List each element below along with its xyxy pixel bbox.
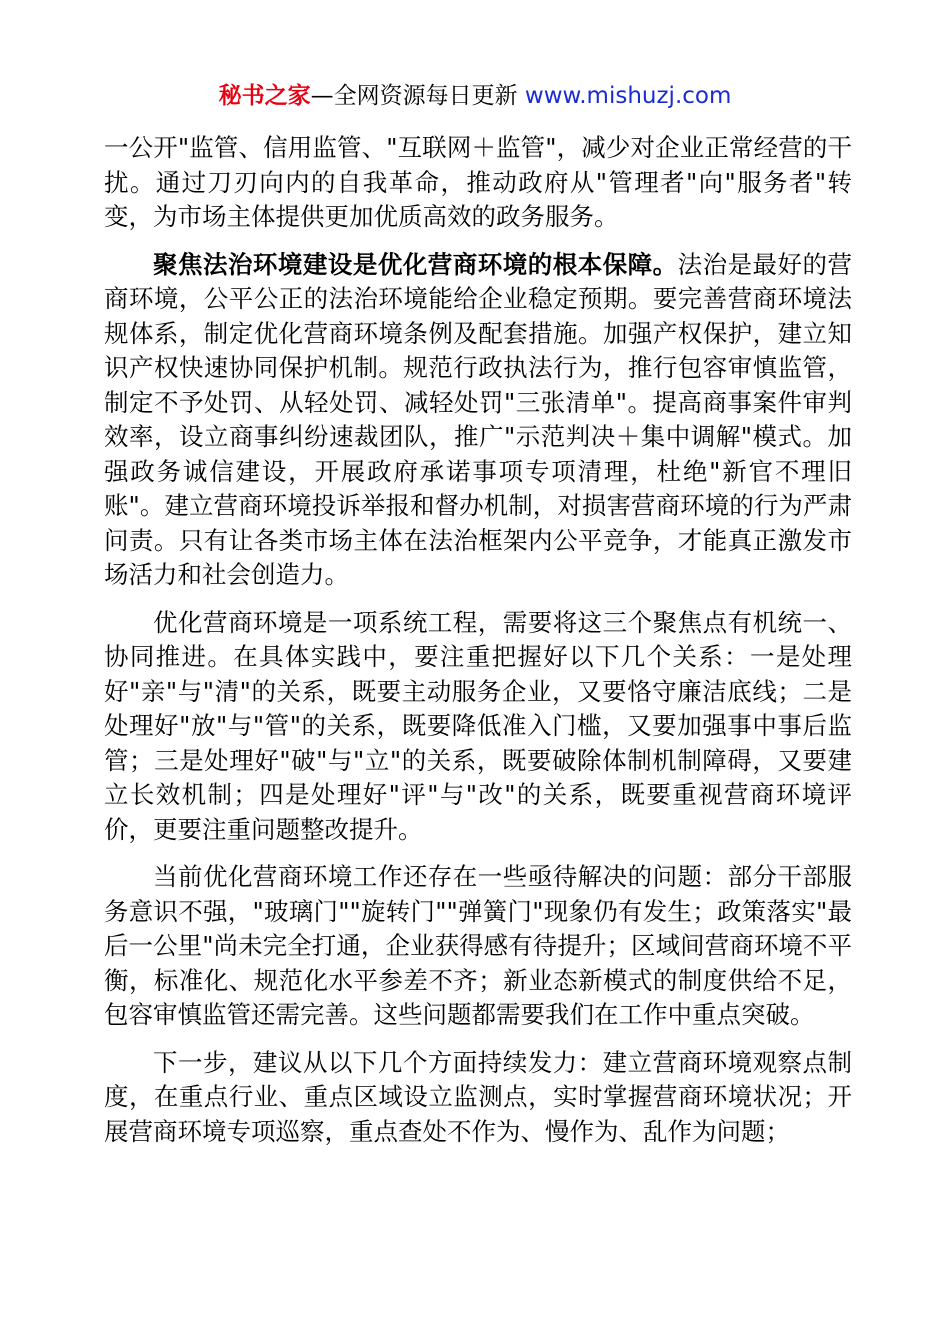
site-tagline: —全网资源每日更新 [310, 83, 525, 109]
site-brand: 秘书之家 [218, 83, 311, 109]
paragraph-2-lead: 聚焦法治环境建设是优化营商环境的根本保障。 [153, 249, 678, 279]
paragraph-2-text: 法治是最好的营商环境，公平公正的法治环境能给企业稳定预期。要完善营商环境法规体系，制定优化营商环境条例及配套措施。加强产权保护，建立知识产权快速协同保护机制。规范行政执法行为，推行包容审慎监管，制定不予处罚、从轻处罚、减轻处罚"三张清单"。提高商事案件审判效率，设立商事纠纷速裁团队，推广"示范判决＋集中调解"模式。加强政务诚信建设，开展政府承诺事项专项清理，杜绝"新官不理旧账"。建立营商环境投诉举报和督办机制，对损害营商环境的行为严肃问责。只有让各类市场主体在法治框架内公平竞争，才能真正激发市场活力和社会创造力。 [104, 249, 852, 589]
site-header [0, 80, 950, 112]
paragraph-4-text: 当前优化营商环境工作还存在一些亟待解决的问题：部分干部服务意识不强，"玻璃门""旋转门""弹簧门"现象仍有发生；政策落实"最后一公里"尚未完全打通，企业获得感有待提升；区域间营商环境不平衡，标准化、规范化水平参差不齐；新业态新模式的制度供给不足，包容审慎监管还需完善。这些问题都需要我们在工作中重点突破。 [104, 862, 852, 1029]
paragraph-3-text: 优化营商环境是一项系统工程，需要将这三个聚焦点有机统一、协同推进。在具体实践中，要注重把握好以下几个关系：一是处理好"亲"与"清"的关系，既要主动服务企业，又要恪守廉洁底线；二是处理好"放"与"管"的关系，既要降低准入门槛，又要加强事中事后监管；三是处理好"破"与"立"的关系，既要破除体制机制障碍，又要建立长效机制；四是处理好"评"与"改"的关系，既要重视营商环境评价，更要注重问题整改提升。 [104, 607, 852, 844]
document-body [104, 131, 852, 1149]
paragraph-3 [104, 606, 852, 848]
paragraph-5-text: 下一步，建议从以下几个方面持续发力：建立营商环境观察点制度，在重点行业、重点区域设立监测点，实时掌握营商环境状况；开展营商环境专项巡察，重点查处不作为、慢作为、乱作为问题； [104, 1047, 852, 1146]
paragraph-2 [104, 248, 852, 593]
site-url-link[interactable]: www.mishuzj.com [524, 83, 732, 109]
paragraph-5 [104, 1046, 852, 1150]
paragraph-4 [104, 860, 852, 1033]
paragraph-1-text: 一公开"监管、信用监管、"互联网＋监管"，减少对企业正常经营的干扰。通过刀刃向内的自我革命，推动政府从"管理者"向"服务者"转变，为市场主体提供更加优质高效的政务服务。 [104, 133, 852, 231]
paragraph-1 [104, 131, 852, 235]
